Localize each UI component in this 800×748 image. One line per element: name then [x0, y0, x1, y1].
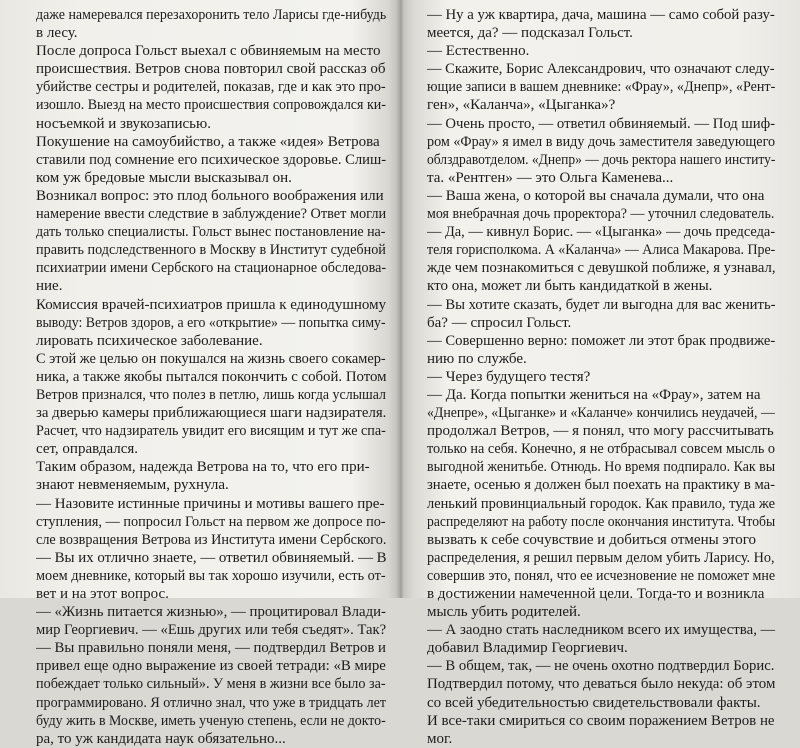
- text-line: распределяют на работу после окончания института. Чтобы: [427, 513, 776, 530]
- text-line: выводу: Ветров здоров, а его «открытие» — попытка симу-: [36, 314, 386, 331]
- text-line: только на себя. Конечно, я не отбрасывал совсем мысль о: [427, 441, 775, 458]
- text-line: ленький провинциальный городок. Как правило, туда же: [427, 495, 775, 512]
- text-line: — Скажите, Борис Александрович, что означают следу-: [427, 61, 775, 78]
- text-line: — В общем, так, — не очень охотно подтвердил Борис.: [427, 658, 775, 675]
- text-line: ра, то уж кандидата наук обязательно...: [36, 730, 286, 747]
- text-line: — «Жизнь питается жизнью», — процитировал Влади-: [36, 604, 386, 621]
- text-line: ние.: [36, 278, 63, 295]
- text-line: Подтвердил потому, что деваться было некуда: об этом: [427, 676, 775, 693]
- left-page: [36, 6, 386, 748]
- text-line: знают невменяемым, рухнула.: [36, 477, 229, 494]
- text-line: С этой же целью он покушался на жизнь своего сокамер-: [36, 350, 386, 367]
- text-line: изошло. Выезд на место происшествия сопровождался ки-: [36, 97, 386, 114]
- text-line: лировать психическое заболевание.: [36, 332, 263, 349]
- text-line: намерение ввести следствие в заблуждение? Ответ могли: [36, 206, 387, 223]
- text-line: — Вы правильно поняли меня, — подтвердил Ветров и: [36, 640, 386, 657]
- text-line: — А заодно стать наследником всего их имущества, —: [427, 622, 776, 639]
- text-line: в лесу.: [36, 25, 78, 42]
- text-line: даже намеревался перезахоронить тело Ларисы где-нибудь: [36, 7, 387, 23]
- text-line: в достижении намеченной цели. Тогда-то и возникла: [427, 586, 765, 602]
- text-line: совершив это, понял, что ее исчезновение не поможет мне: [427, 567, 776, 584]
- text-line: — Да. Когда попытки жениться на «Фрау», затем на: [427, 386, 761, 403]
- book-gutter: [388, 0, 414, 598]
- text-line: та. «Рентген» — это Ольга Каменева...: [427, 169, 674, 186]
- text-line: — Назовите истинные причины и мотивы вашего пре-: [36, 495, 385, 512]
- text-line: носъемкой и звукозаписью.: [36, 115, 211, 132]
- text-line: сет, оправдался.: [36, 441, 139, 458]
- text-line: «Днепре», «Цыганке» и «Каланче» кончились неудачей, —: [427, 405, 775, 422]
- text-line: вет и на этот вопрос.: [36, 586, 169, 602]
- text-line: Комиссия врачей-психиатров пришла к единодушному: [36, 296, 386, 313]
- text-line: сле возвращения Ветрова из Института имени Сербского.: [36, 531, 387, 548]
- text-line: И все-таки смириться со своим поражением Ветров не: [427, 712, 775, 729]
- text-line: выгодной женитьбе. Отнюдь. Но время подпирало. Как вы: [427, 459, 775, 476]
- text-line: убийстве сестры и родителей, показав, где и как это про-: [36, 79, 386, 96]
- text-line: знаете, осенью я должен был поехать на практику в ма-: [427, 477, 775, 494]
- text-line: кто она, может ли быть кандидаткой в жены.: [427, 278, 713, 295]
- text-line: привел еще одно выражение из своей тетради: «В мире: [36, 658, 386, 675]
- text-line: меется, да? — подсказал Гольст.: [427, 25, 633, 42]
- text-line: ба? — спросил Гольст.: [427, 314, 572, 331]
- text-line: — Вы их отлично знаете, — ответил обвиняемый. — В: [36, 549, 387, 566]
- text-line: жде чем познакомиться с девушкой поближе, я узнавал,: [427, 260, 776, 277]
- right-page: [427, 6, 775, 748]
- text-line: ком уж бредовые мысли высказывал он.: [36, 169, 292, 186]
- text-line: Покушение на самоубийство, а также «идея» Ветрова: [36, 133, 380, 150]
- text-line: программировано. Я отлично знал, что уже в тридцать лет: [36, 694, 386, 711]
- text-line: буду жить в Москве, иметь ученую степень, если не докто-: [36, 712, 386, 729]
- text-line: править подследственного в Москву в Институт судебной: [36, 242, 386, 259]
- text-line: нию по службе.: [427, 350, 527, 367]
- text-line: мог.: [427, 730, 453, 747]
- text-line: ника, а также якобы пытался покончить с собой. Потом: [36, 368, 387, 385]
- text-line: мысль убить родителей.: [427, 604, 581, 621]
- text-line: — Да, — кивнул Борис. — «Цыганка» — дочь председа-: [427, 224, 776, 241]
- text-line: — Через будущего тестя?: [427, 368, 591, 385]
- text-line: Возникал вопрос: это плод больного воображения или: [36, 187, 384, 204]
- text-line: со всей убедительностью свидетельствовали факты.: [427, 694, 761, 711]
- text-line: психиатрии имени Сербского на стационарное обследова-: [36, 260, 387, 277]
- text-line: Таким образом, надежда Ветрова на то, что его при-: [36, 459, 370, 476]
- text-line: ген», «Каланча», «Цыганка»?: [427, 97, 616, 114]
- text-line: моем дневнике, который вы так хорошо изучили, есть от-: [36, 567, 386, 584]
- text-line: вызвать к себе сочувствие и добиться отмены этого: [427, 531, 757, 548]
- text-line: — Очень просто, — ответил обвиняемый. — Под шиф-: [427, 115, 775, 132]
- text-line: — Совершенно верно: поможет ли этот брак продвиже-: [427, 332, 776, 349]
- text-line: — Ну а уж квартира, дача, машина — само собой разу-: [427, 7, 775, 23]
- text-line: продолжал Ветров, — я понял, что могу рассчитывать: [427, 423, 774, 440]
- text-line: облздравотделом. «Днепр» — дочь ректора нашего институ-: [427, 151, 776, 168]
- text-line: побеждает только сильный». У меня в жизни все было за-: [36, 676, 386, 693]
- text-line: происшествия. Ветров снова повторил свой рассказ об: [36, 61, 386, 78]
- text-line: ступления, — попросил Гольст на первом же допросе по-: [36, 513, 386, 530]
- text-line: — Ваша жена, о которой вы сначала думали, что она: [427, 187, 765, 204]
- text-line: добавил Владимир Георгиевич.: [427, 640, 628, 657]
- text-line: ставили под сомнение его психическое здоровье. Слиш-: [36, 151, 387, 168]
- text-line: мир Георгиевич. — «Ешь других или тебя съедят». Так?: [36, 622, 387, 639]
- text-line: моя внебрачная дочь проректора? — уточнил следователь.: [427, 206, 775, 223]
- text-line: за дверью камеры приближающиеся шаги надзирателя.: [36, 405, 387, 422]
- text-line: — Вы хотите сказать, будет ли выгодна для вас женить-: [427, 296, 776, 313]
- text-line: распределения, я решил первым делом убить Ларису. Но,: [427, 549, 775, 566]
- text-line: теля горисполкома. А «Каланча» — Алиса Макарова. Пре-: [427, 242, 775, 259]
- text-line: ром «Фрау» я имел в виду дочь заместителя заведующего: [427, 133, 775, 150]
- text-line: ющие записи в вашем дневнике: «Фрау», «Днепр», «Рент-: [427, 79, 775, 96]
- text-line: — Естественно.: [427, 43, 530, 60]
- text-line: Расчет, что надзиратель увидит его висящим и тут же спа-: [36, 423, 386, 440]
- text-line: Ветров признался, что полез в петлю, лишь когда услышал: [36, 386, 386, 403]
- text-line: После допроса Гольст выехал с обвиняемым на место: [36, 43, 381, 60]
- text-line: дать только специалисты. Гольст вынес постановление на-: [36, 224, 386, 241]
